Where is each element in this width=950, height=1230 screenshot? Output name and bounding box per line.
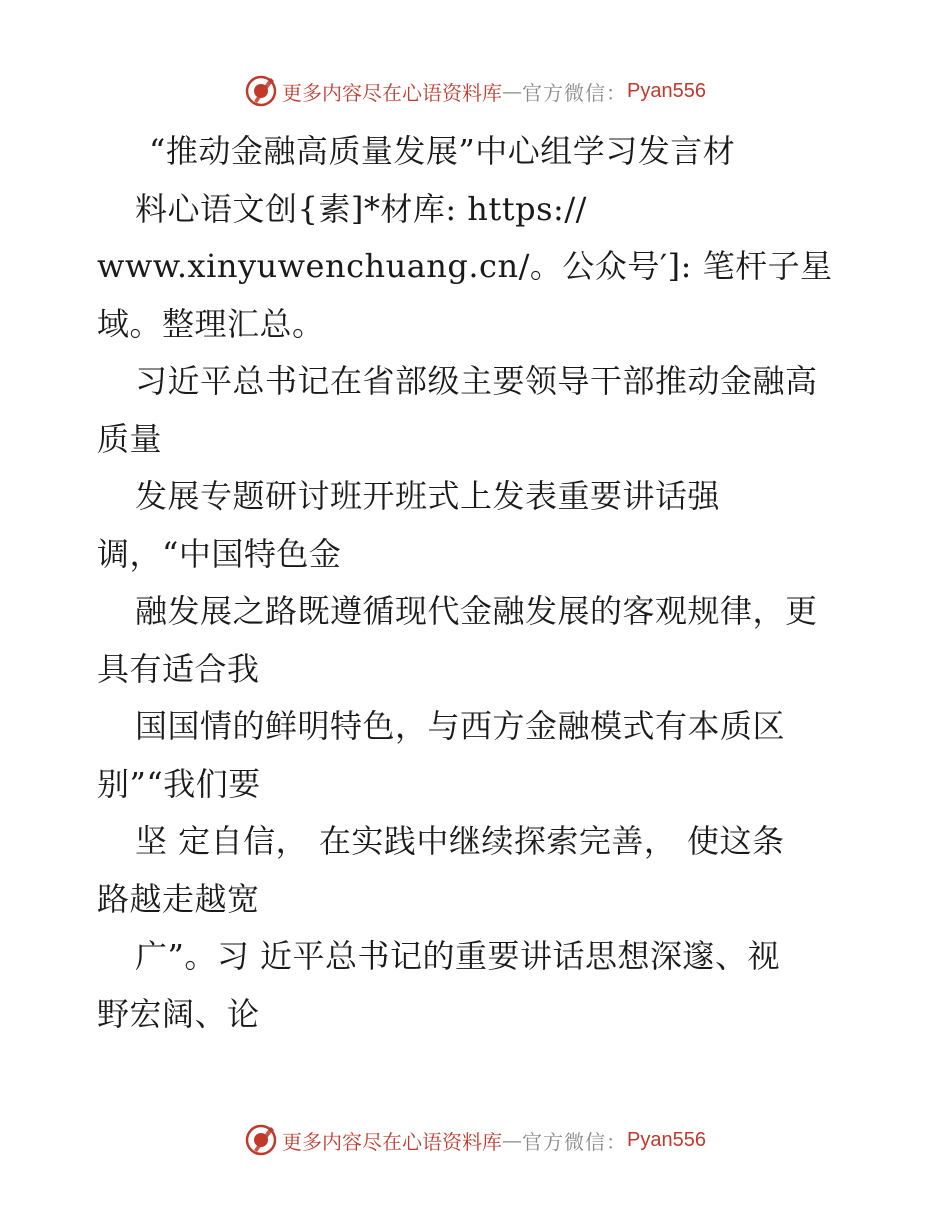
body-line: 习近平总书记在省部级主要领导干部推动金融高 — [135, 362, 818, 400]
banner-wechat-id: Pyan556 — [627, 1128, 706, 1151]
body-line: 具有适合我 — [97, 649, 260, 688]
body-line: 融发展之路既遵循现代金融发展的客观规律，更 — [135, 592, 818, 630]
body-line: www.xinyuwenchuang.cn/。公众号′]: 笔杆子星 — [97, 247, 833, 285]
document-body — [97, 123, 897, 1043]
banner-dash: — — [502, 79, 523, 103]
footer-banner — [0, 1120, 950, 1160]
banner-official-label: 官方微信： — [522, 80, 628, 105]
body-line: 坚 定自信， 在实践中继续探索完善， 使这条 — [135, 822, 785, 860]
banner-text: 更多内容尽在心语资料库 — [282, 1129, 503, 1154]
body-line: 调，“中国特色金 — [97, 534, 342, 573]
banner-official-label: 官方微信： — [522, 1129, 628, 1154]
body-line: 质量 — [97, 419, 163, 458]
body-line: 国国情的鲜明特色，与西方金融模式有本质区 — [135, 707, 786, 745]
body-line: 别”“我们要 — [97, 764, 261, 803]
body-line: 域。整理汇总。 — [97, 304, 325, 343]
banner-text: 更多内容尽在心语资料库 — [282, 80, 503, 105]
body-line: 广”。习 近平总书记的重要讲话思想深邃、视 — [135, 937, 781, 975]
pen-logo-icon — [244, 74, 278, 108]
body-line: 路越走越宽 — [97, 879, 260, 918]
body-line-title: “推动金融高质量发展”中心组学习发言材 — [149, 132, 736, 170]
header-banner — [0, 71, 950, 111]
banner-wechat-id: Pyan556 — [627, 79, 706, 102]
banner-dash: — — [502, 1128, 523, 1152]
body-line: 发展专题研讨班开班式上发表重要讲话强 — [135, 477, 721, 515]
body-line: 野宏阔、论 — [97, 994, 260, 1033]
pen-logo-icon — [244, 1123, 278, 1157]
body-line: 料心语文创{素]*材库: https:// — [135, 189, 587, 228]
